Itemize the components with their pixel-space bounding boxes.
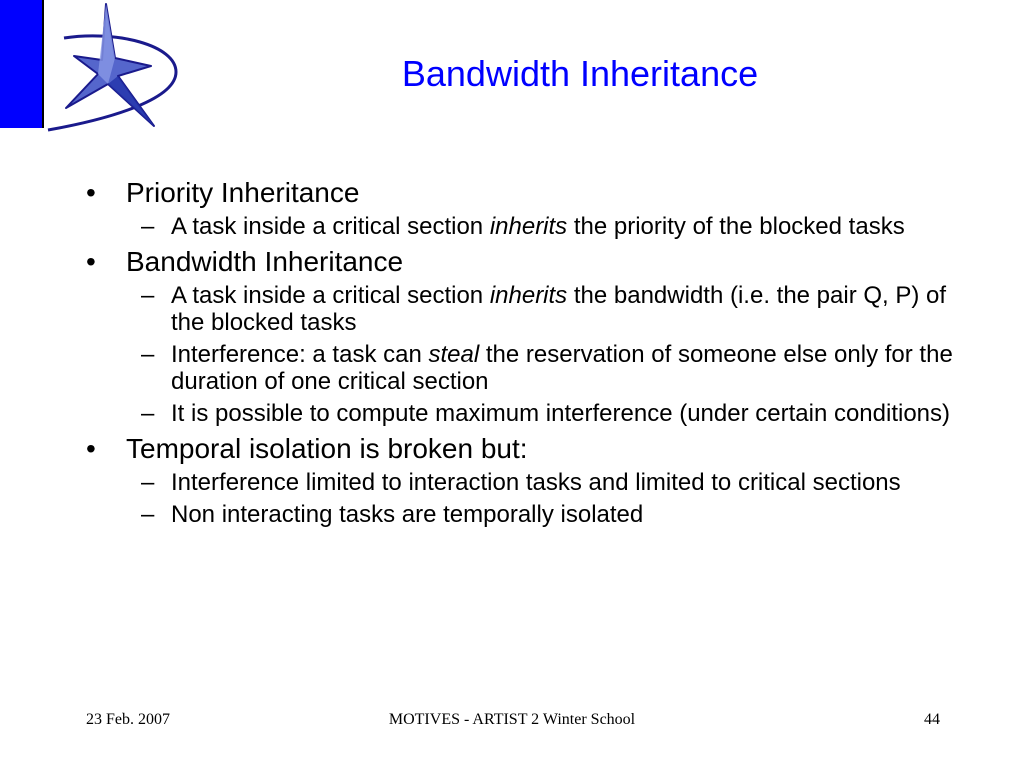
sub-bullet-emphasis: inherits <box>489 282 568 309</box>
sub-bullet-text-pre: Interference limited to interaction tasks and limited to critical sections <box>171 469 901 496</box>
slide-title: Bandwidth Inheritance <box>401 53 759 94</box>
sub-bullet-item <box>86 213 986 240</box>
sub-bullet-marker: – <box>141 400 155 427</box>
bullet-marker: • <box>86 177 96 208</box>
bullet-list <box>86 172 986 533</box>
sub-bullet-text-pre: It is possible to compute maximum interference (under certain conditions) <box>171 400 951 427</box>
sub-bullet-emphasis: steal <box>428 341 480 368</box>
sub-bullet-text-post: the bandwidth (i.e. the pair Q, P) of the blocked tasks <box>171 282 947 336</box>
sub-bullet-text-pre: A task inside a critical section <box>171 213 490 240</box>
page-number: 44 <box>924 711 940 728</box>
bullet-item <box>86 245 986 279</box>
sub-bullet-marker: – <box>141 341 155 368</box>
bullet-text: Bandwidth Inheritance <box>126 246 404 277</box>
bullet-item <box>86 432 986 466</box>
bullet-text: Priority Inheritance <box>126 177 360 208</box>
sub-bullet-marker: – <box>141 282 155 309</box>
sub-bullet-item <box>86 469 986 496</box>
star-swoosh-logo-icon <box>36 0 186 135</box>
sub-bullet-marker: – <box>141 501 155 528</box>
sub-bullet-text-pre: Non interacting tasks are temporally isolated <box>171 501 644 528</box>
bullet-item <box>86 176 986 210</box>
sub-bullet-text-post: the priority of the blocked tasks <box>567 213 905 240</box>
sub-bullet-emphasis: inherits <box>489 213 568 240</box>
bullet-marker: • <box>86 433 96 464</box>
footer-date: 23 Feb. 2007 <box>86 711 170 728</box>
bullet-text: Temporal isolation is broken but: <box>126 433 528 464</box>
sub-bullet-text-pre: A task inside a critical section <box>171 282 490 309</box>
bullet-marker: • <box>86 246 96 277</box>
sub-bullet-marker: – <box>141 469 155 496</box>
sub-bullet-marker: – <box>141 213 155 240</box>
sub-bullet-text-post: the reservation of someone else only for the duration of one critical section <box>171 341 953 395</box>
sub-bullet-text-pre: Interference: a task can <box>171 341 429 368</box>
sub-bullet-item <box>86 282 986 336</box>
sub-bullet-item <box>86 501 986 528</box>
sub-bullet-item <box>86 341 986 395</box>
sub-bullet-item <box>86 400 986 427</box>
footer-event-name: MOTIVES - ARTIST 2 Winter School <box>388 711 636 728</box>
